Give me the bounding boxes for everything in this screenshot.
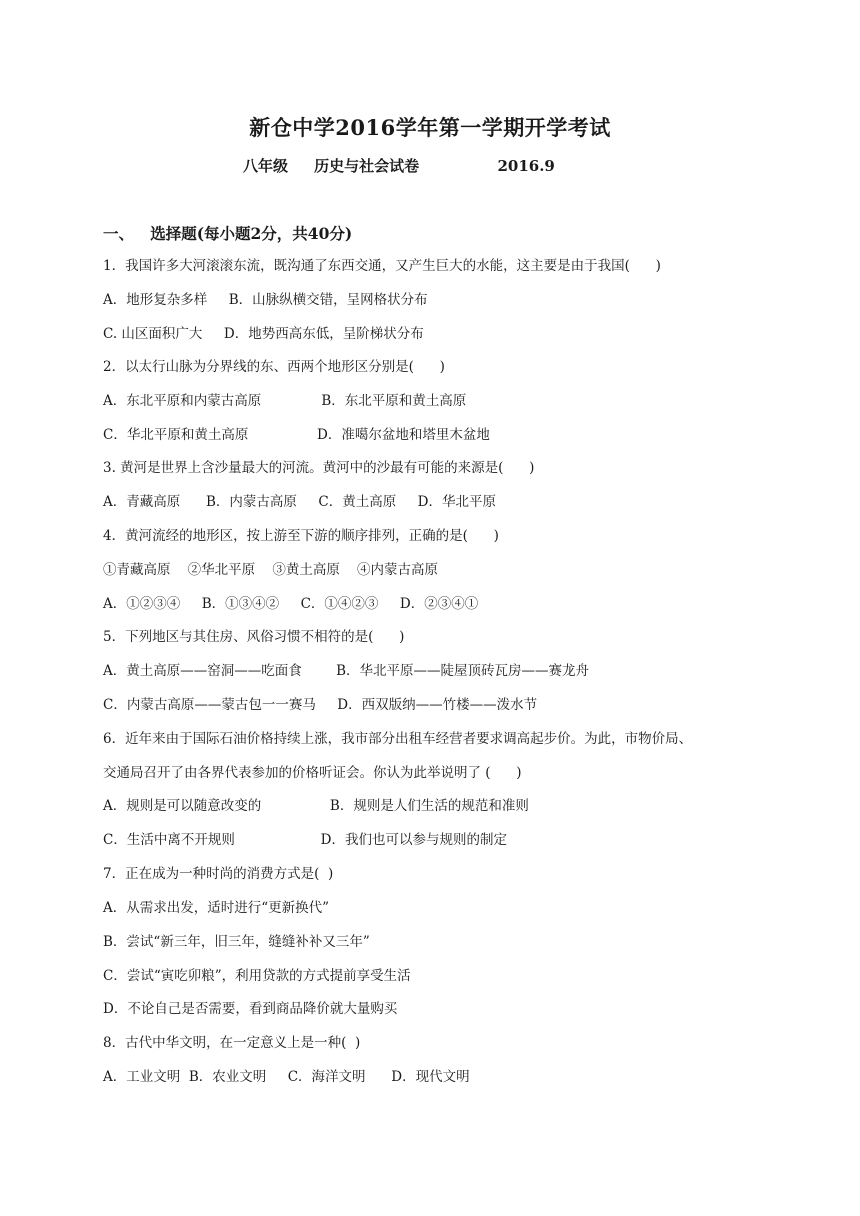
question-line: C．生活中离不开规则 D．我们也可以参与规则的制定 [103,832,507,848]
question-line: 4．黄河流经的地形区，按上游至下游的顺序排列，正确的是( ) [103,528,499,544]
question-line: ①青藏高原 ②华北平原 ③黄土高原 ④内蒙古高原 [103,562,438,578]
question-line: A．地形复杂多样 B．山脉纵横交错，呈网格状分布 [103,292,428,308]
question-line: C．内蒙古高原——蒙古包一一赛马 D．西双版纳——竹楼——泼水节 [103,697,538,713]
exam-title: 新仓中学2016学年第一学期开学考试 [249,115,611,140]
question-line: 1．我国许多大河滚滚东流，既沟通了东西交通，又产生巨大的水能，这主要是由于我国( ) [103,258,661,274]
question-line: 5．下列地区与其住房、风俗习惯不相符的是( ) [103,629,405,645]
question-line: 8．古代中华文明，在一定意义上是一种( ) [103,1035,361,1051]
question-line: A．黄土高原——窑洞——吃面食 B．华北平原——陡屋顶砖瓦房——赛龙舟 [103,663,589,679]
question-line: 2．以太行山脉为分界线的东、西两个地形区分别是( ) [103,359,445,375]
question-line: A．青藏高原 B．内蒙古高原 C．黄土高原 D．华北平原 [103,494,496,510]
question-line: C．尝试“寅吃卯粮”，利用贷款的方式提前享受生活 [103,968,411,984]
question-line: B．尝试“新三年，旧三年，缝缝补补又三年” [103,934,370,950]
question-line: A．从需求出发，适时进行“更新换代” [103,900,330,916]
question-line: 交通局召开了由各界代表参加的价格听证会。你认为此举说明了 ( ) [103,765,522,781]
question-line: 3. 黄河是世界上含沙量最大的河流。黄河中的沙最有可能的来源是( ) [103,460,535,476]
question-line: C. 山区面积广大 D．地势西高东低，呈阶梯状分布 [103,326,424,342]
exam-subtitle: 八年级 历史与社会试卷 2016.9 [243,157,555,175]
question-line: A．①②③④ B．①③④② C．①④②③ D．②③④① [103,596,479,612]
question-line: A．工业文明 B．农业文明 C．海洋文明 D．现代文明 [103,1069,470,1085]
question-line: C．华北平原和黄土高原 D．准噶尔盆地和塔里木盆地 [103,427,490,443]
question-line: A．东北平原和内蒙古高原 B．东北平原和黄土高原 [103,393,467,409]
question-line: 7．正在成为一种时尚的消费方式是( ) [103,866,334,882]
section-heading: 一、 选择题(每小题2分，共40分) [103,224,353,243]
question-line: 6．近年来由于国际石油价格持续上涨，我市部分出租车经营者要求调高起步价。为此，市物价局、 [103,731,693,747]
question-line: D．不论自己是否需要，看到商品降价就大量购买 [103,1001,398,1017]
question-line: A．规则是可以随意改变的 B．规则是人们生活的规范和准则 [103,798,529,814]
